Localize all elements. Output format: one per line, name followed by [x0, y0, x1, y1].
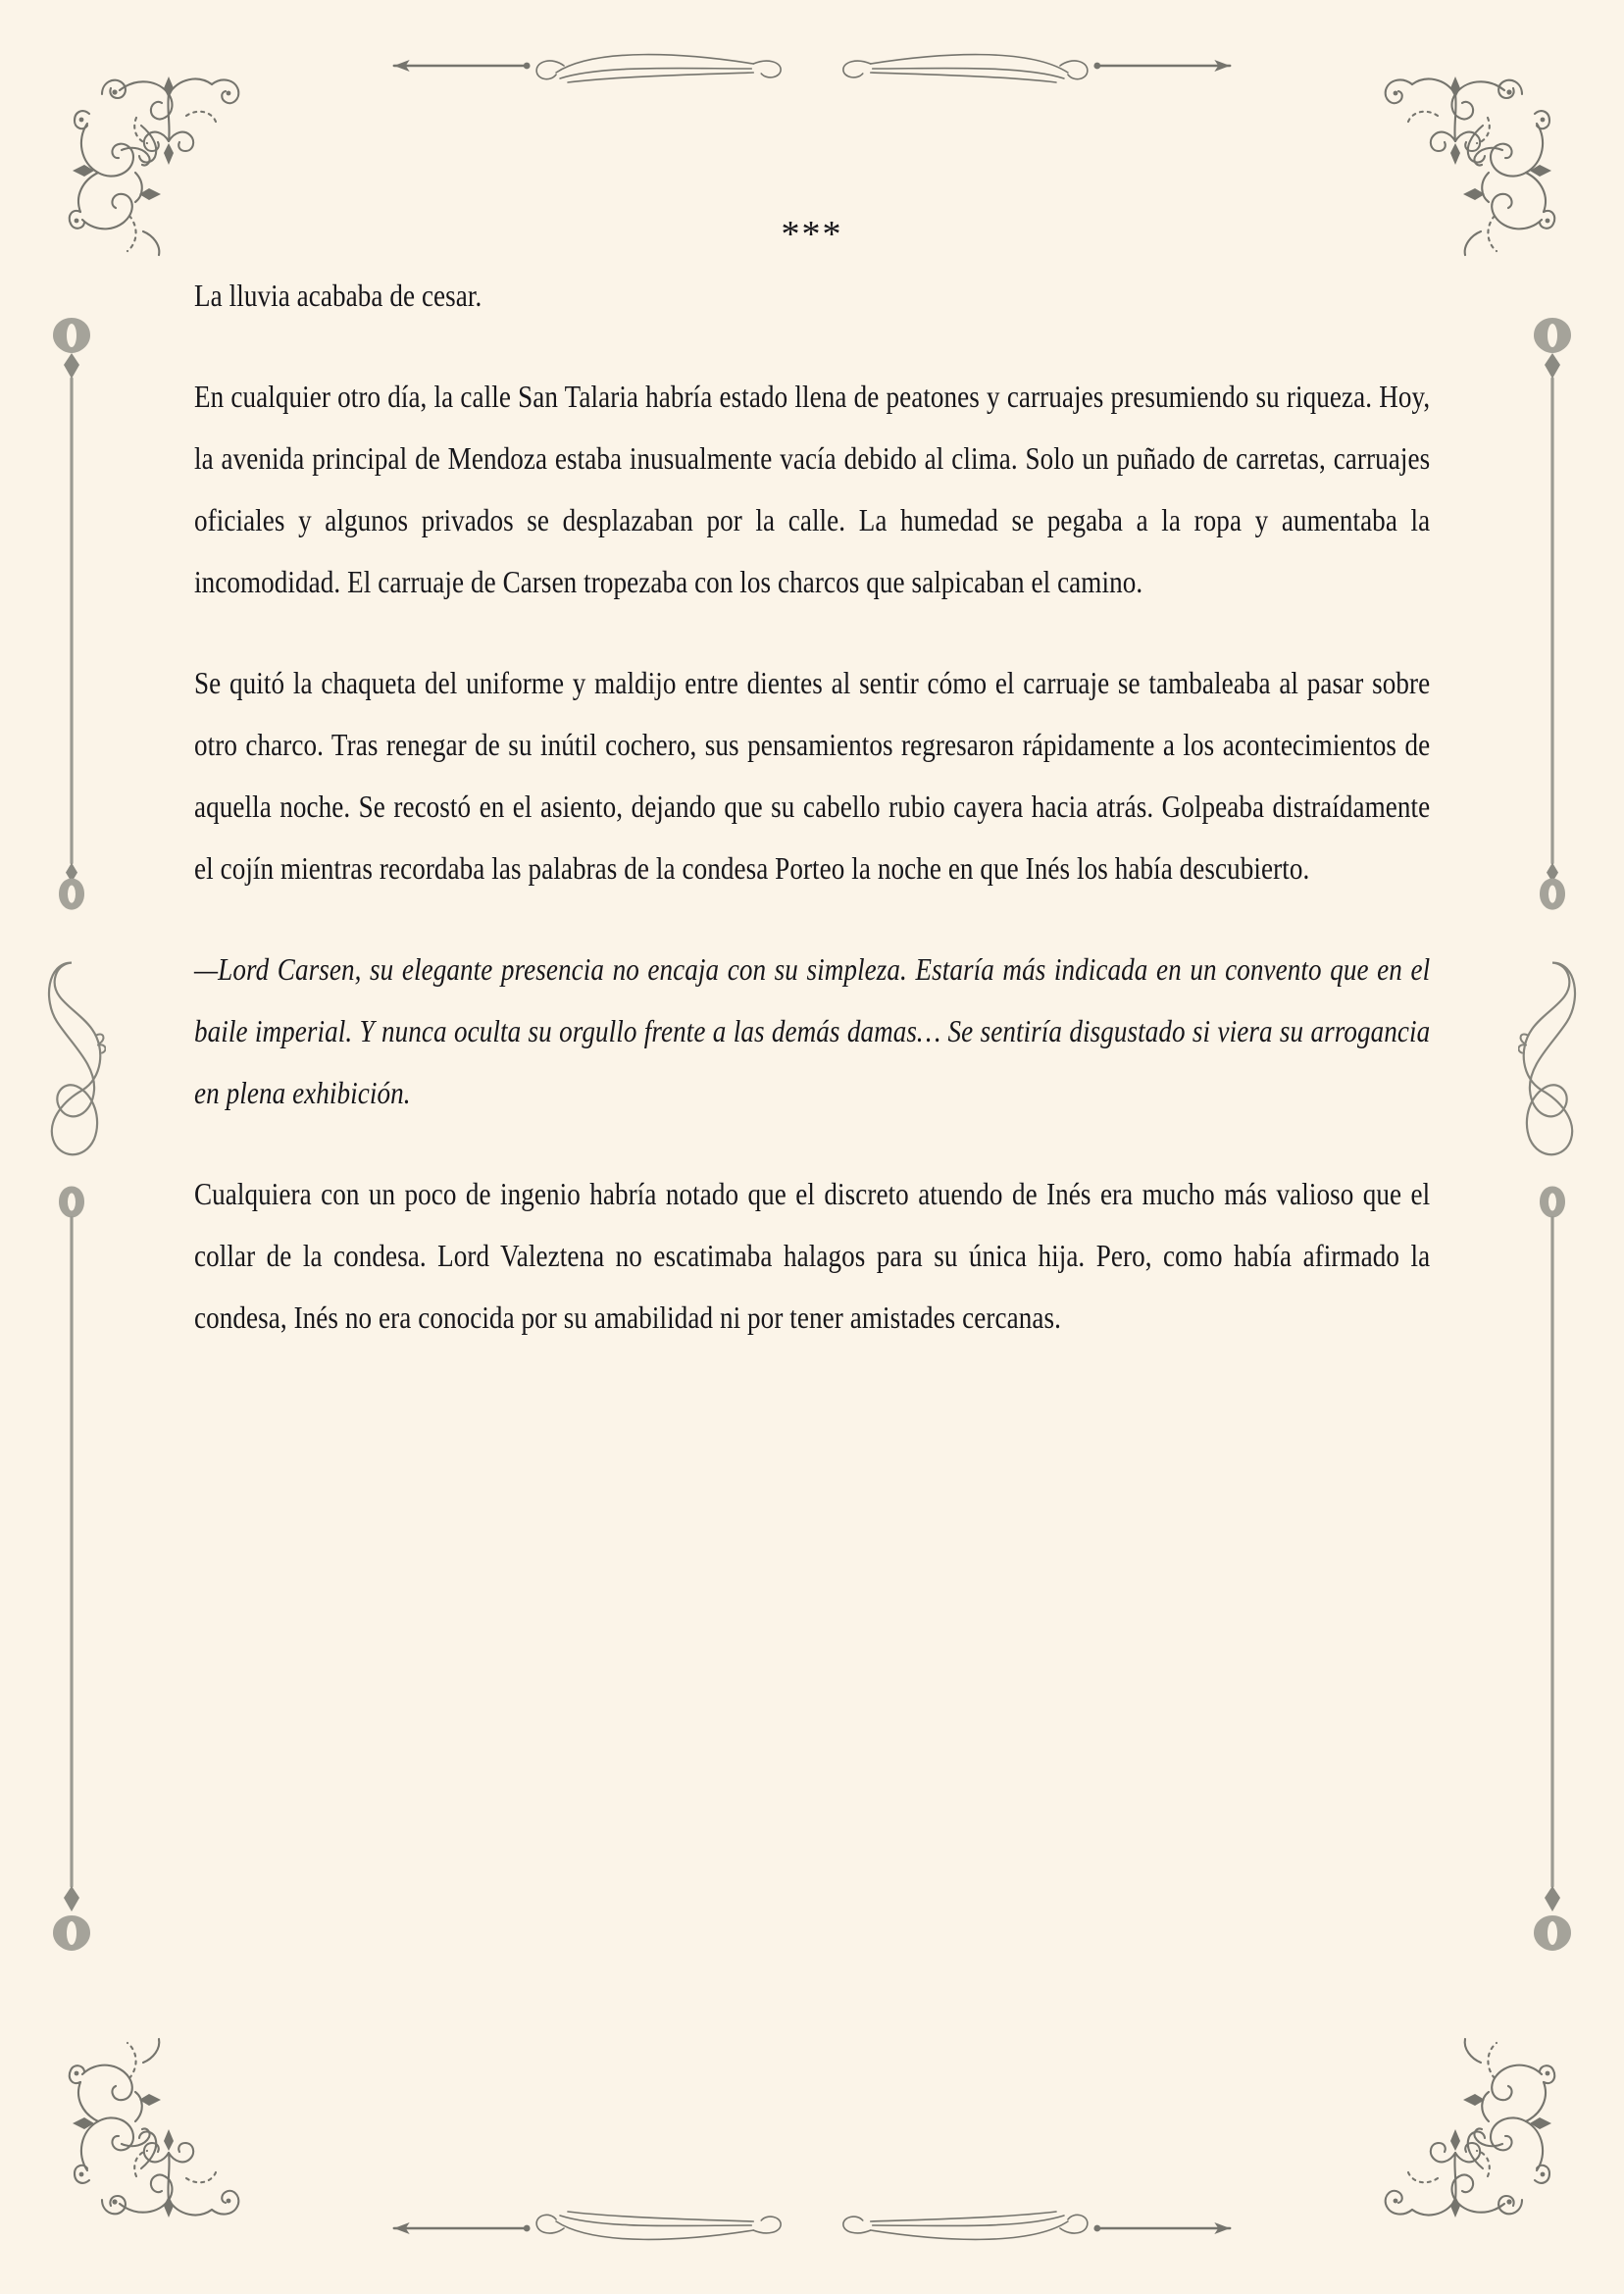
- body-text-block: [194, 265, 1430, 1349]
- finial-vertical-rule-left: [37, 314, 106, 1980]
- finial-vertical-rule-right: [1518, 314, 1587, 1980]
- paragraph-5: Cualquiera con un poco de ingenio habría notado que el discreto atuendo de Inés era mucho más valioso que el collar de la condesa. Lord Valeztena no escatimaba halagos para su única hija. Pero, como había afirmado la condesa, Inés no era conocida por su amabilidad ni por tener amistades cercanas.: [194, 1177, 1431, 1335]
- floral-scroll-corner-ornament-bottom-right: [1336, 2002, 1581, 2247]
- arrow-swash-rule-bottom: [333, 2194, 1291, 2263]
- arrow-swash-rule-top: [333, 31, 1291, 100]
- paragraph-4-dialogue: —Lord Carsen, su elegante presencia no encaja con su simpleza. Estaría más indicada en un convento que en el baile imperial. Y nunca oculta su orgullo frente a las demás damas… Se sentiría disgustado si viera su arrogancia en plena exhibición.: [194, 952, 1431, 1110]
- page-content: [194, 147, 1430, 1349]
- paragraph-3: Se quitó la chaqueta del uniforme y maldijo entre dientes al sentir cómo el carruaje se tambaleaba al pasar sobre otro charco. Tras renegar de su inútil cochero, sus pensamientos regresaron rápidamente a los acontecimientos de aquella noche. Se recostó en el asiento, dejando que su cabello rubio cayera hacia atrás. Golpeaba distraídamente el cojín mientras recordaba las palabras de la condesa Porteo la noche en que Inés los había descubierto.: [194, 666, 1431, 886]
- paragraph-2: En cualquier otro día, la calle San Talaria habría estado llena de peatones y carruajes presumiendo su riqueza. Hoy, la avenida principal de Mendoza estaba inusualmente vacía debido al clima. Solo un puñado de carretas, carruajes oficiales y algunos privados se desplazaban por la calle. La humedad se pegaba a la ropa y aumentaba la incomodidad. El carruaje de Carsen tropezaba con los charcos que salpicaban el camino.: [194, 380, 1431, 599]
- floral-scroll-corner-ornament-bottom-left: [43, 2002, 288, 2247]
- paragraph-1: La lluvia acababa de cesar.: [194, 279, 482, 313]
- section-divider-asterisks: ***: [781, 214, 843, 255]
